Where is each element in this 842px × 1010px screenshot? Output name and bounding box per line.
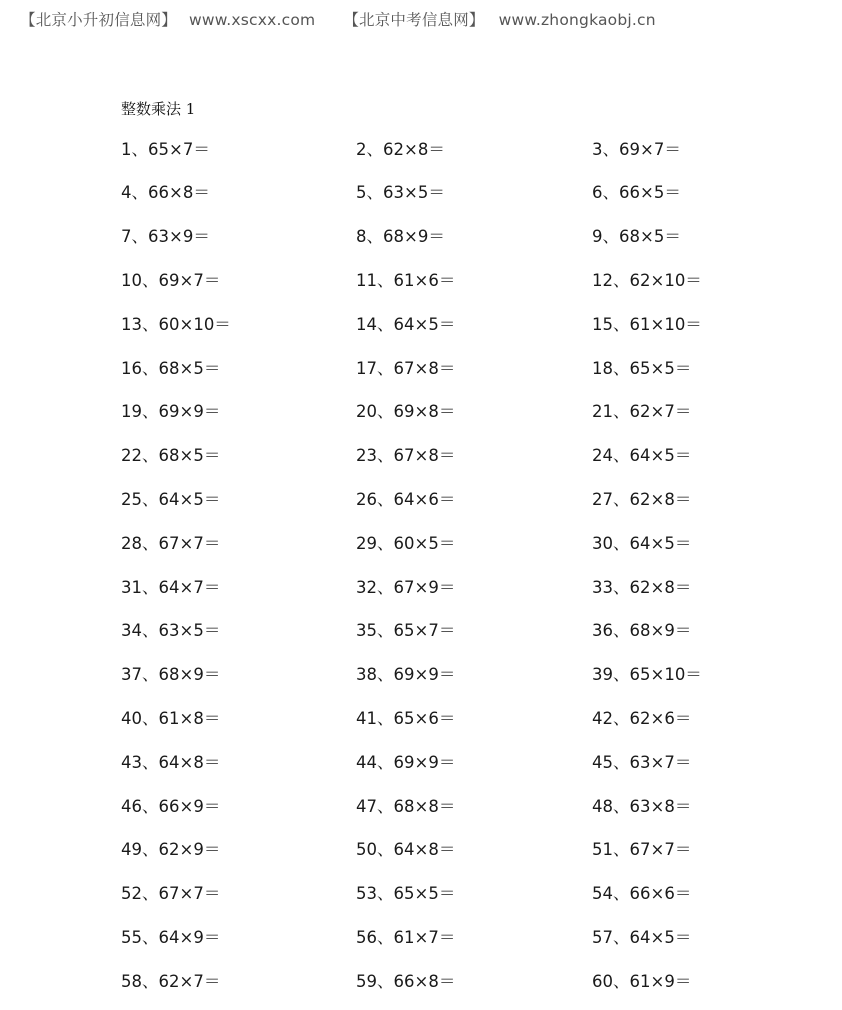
problem-item: 22、68×5＝ xyxy=(121,446,221,466)
problem-item: 10、69×7＝ xyxy=(121,271,221,291)
problem-item: 30、64×5＝ xyxy=(592,533,692,553)
problem-item: 34、63×5＝ xyxy=(121,621,221,641)
problem-item: 48、63×8＝ xyxy=(592,796,692,816)
problem-grid xyxy=(121,128,761,1004)
site2-name: 【北京中考信息网】 xyxy=(343,11,485,29)
problem-item: 11、61×6＝ xyxy=(356,271,456,291)
problem-item: 58、62×7＝ xyxy=(121,971,221,991)
problem-item: 1、65×7＝ xyxy=(121,139,210,159)
site1-url[interactable]: www.xscxx.com xyxy=(189,11,316,29)
problem-item: 44、69×9＝ xyxy=(356,752,456,772)
problem-item: 33、62×8＝ xyxy=(592,577,692,597)
problem-item: 3、69×7＝ xyxy=(592,139,681,159)
site1-name: 【北京小升初信息网】 xyxy=(20,11,178,29)
problem-item: 25、64×5＝ xyxy=(121,490,221,510)
problem-item: 21、62×7＝ xyxy=(592,402,692,422)
problem-item: 57、64×5＝ xyxy=(592,927,692,947)
problem-item: 39、65×10＝ xyxy=(592,665,702,685)
problem-item: 36、68×9＝ xyxy=(592,621,692,641)
problem-item: 12、62×10＝ xyxy=(592,271,702,291)
problem-item: 24、64×5＝ xyxy=(592,446,692,466)
problem-item: 38、69×9＝ xyxy=(356,665,456,685)
problem-item: 55、64×9＝ xyxy=(121,927,221,947)
problem-item: 45、63×7＝ xyxy=(592,752,692,772)
worksheet-title: 整数乘法 1 xyxy=(121,100,196,118)
problem-item: 14、64×5＝ xyxy=(356,314,456,334)
problem-item: 43、64×8＝ xyxy=(121,752,221,772)
problem-item: 51、67×7＝ xyxy=(592,840,692,860)
problem-item: 60、61×9＝ xyxy=(592,971,692,991)
problem-item: 46、66×9＝ xyxy=(121,796,221,816)
problem-item: 6、66×5＝ xyxy=(592,183,681,203)
site2-url[interactable]: www.zhongkaobj.cn xyxy=(498,11,656,29)
problem-item: 4、66×8＝ xyxy=(121,183,210,203)
problem-item: 29、60×5＝ xyxy=(356,533,456,553)
problem-item: 56、61×7＝ xyxy=(356,927,456,947)
problem-item: 8、68×9＝ xyxy=(356,227,445,247)
problem-item: 9、68×5＝ xyxy=(592,227,681,247)
problem-item: 54、66×6＝ xyxy=(592,884,692,904)
problem-item: 37、68×9＝ xyxy=(121,665,221,685)
problem-item: 52、67×7＝ xyxy=(121,884,221,904)
page-header xyxy=(20,8,656,30)
problem-item: 5、63×5＝ xyxy=(356,183,445,203)
problem-item: 15、61×10＝ xyxy=(592,314,702,334)
problem-item: 35、65×7＝ xyxy=(356,621,456,641)
problem-item: 19、69×9＝ xyxy=(121,402,221,422)
problem-item: 31、64×7＝ xyxy=(121,577,221,597)
problem-item: 27、62×8＝ xyxy=(592,490,692,510)
problem-item: 50、64×8＝ xyxy=(356,840,456,860)
problem-item: 26、64×6＝ xyxy=(356,490,456,510)
problem-item: 59、66×8＝ xyxy=(356,971,456,991)
problem-item: 41、65×6＝ xyxy=(356,709,456,728)
problem-item: 17、67×8＝ xyxy=(356,358,456,378)
problem-item: 42、62×6＝ xyxy=(592,709,692,728)
problem-item: 53、65×5＝ xyxy=(356,884,456,904)
problem-item: 23、67×8＝ xyxy=(356,446,456,466)
problem-item: 47、68×8＝ xyxy=(356,796,456,816)
problem-item: 49、62×9＝ xyxy=(121,840,221,860)
problem-item: 18、65×5＝ xyxy=(592,358,692,378)
problem-item: 2、62×8＝ xyxy=(356,139,445,159)
problem-item: 40、61×8＝ xyxy=(121,709,221,728)
problem-item: 7、63×9＝ xyxy=(121,227,210,247)
problem-item: 20、69×8＝ xyxy=(356,402,456,422)
problem-item: 13、60×10＝ xyxy=(121,314,231,334)
problem-item: 32、67×9＝ xyxy=(356,577,456,597)
problem-item: 16、68×5＝ xyxy=(121,358,221,378)
problem-item: 28、67×7＝ xyxy=(121,533,221,553)
